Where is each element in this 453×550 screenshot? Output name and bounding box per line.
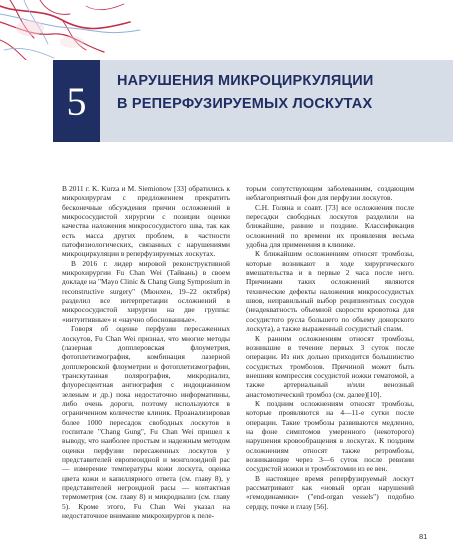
- paragraph: В 2011 г. K. Kurza и M. Siemionow [33] обратились к микрохирургам с предложением прекратить бесконечные обсуждения причин осложнений в микрососудистой хирургии с позиции оценки качества наложения микрососудистого шва, так как есть масса других проблем, в частности патофизиологических, связанных с нарушениями микроциркуляции в реперфузируемых лоскутах.: [62, 184, 230, 259]
- paragraph: К поздним осложнениям относят тромбозы, которые проявляются на 4—11-е сутки после операции. Такие тромбозы развиваются медленно, на фоне симптомов умеренного (некоторого) нарушения кровообращения в лоскутах. К поздним осложнениям относят также ретромбозы, возникающие через 3—6 суток после ревизии сосудистой ножки и тромбэктомии из ее вен.: [246, 398, 414, 474]
- text-column-left: [62, 184, 230, 520]
- paragraph: С.Н. Голяна и соавт. [73] все осложнения после пересадки свободных лоскутов разделили на ближайшие, ранние и поздние. Классификация осложнений по времени их проявления весьма удобна для применения в клинике.: [246, 202, 414, 250]
- chapter-title-line-1: НАРУШЕНИЯ МИКРОЦИРКУЛЯЦИИ: [117, 73, 374, 89]
- page-number: 81: [419, 532, 428, 541]
- paragraph: Говоря об оценке перфузии пересаженных лоскутов, Fu Chan Wei признал, что многие методы (лазерная допплеровская флоуметрия, фотоплетизмография, комбинация лазерной допплеровской флоуметрии и фотоплетизмографии, транскутанная полярография, микродиализ, флуоресцентная ангиография с индоцианином зеленым и др.) пока недостаточно информативны, либо очень дороги, поэтому используются в ограниченном количестве клиник. Проанализировав более 1000 пересадок свободных лоскутов в госпитале "Chang Gung", Fu Chan Wei пришел к выводу, что наиболее простым и надежным методом оценки перфузии пересаженных лоскутов у представителей европеоидной и монголоидной рас — измерение температуры кожи лоскута, оценка цвета кожи и капиллярного ответа (см. главу 8), у представителей негроидной расы — контактная термометрия (см. главу 8) и микродиализ (см. главу 5). Кроме этого, Fu Chan Wei указал на недостаточное внимание микрохирургов к пеле-: [62, 324, 230, 521]
- chapter-number: 5: [53, 60, 100, 142]
- paragraph: В настоящее время реперфузируемый лоскут рассматривают как «новый орган нарушений «гемодинамики» ("end-organ vessels") подобно сердцу, почке и глазу [56].: [246, 473, 414, 511]
- vessel-network-art: [0, 0, 453, 60]
- paragraph: торым сопутствующим заболеваниям, создающим неблагоприятный фон для перфузии лоскутов.: [246, 184, 414, 203]
- paragraph: В 2016 г. лидер мировой реконструктивной микрохирургии Fu Chan Wei (Тайвань) в своем докладе на "Mayo Clinic & Chang Gung Symposium in reconstructive surgery" (Мюнхен, 19–22 октября) разделил все интерпретации осложнений в микрососудистой хирургии на две группы: «интуитивные» и «научно обоснованные».: [62, 258, 230, 324]
- chapter-title: [117, 70, 437, 116]
- vessel-illustration: [0, 0, 453, 60]
- paragraph: К ближайшим осложнениям относят тромбозы, которые возникают в ходе хирургического вмешательства и в первые 2 часа после него. Причинами таких осложнений являются технические дефекты наложения микрососудистых швов, неправильный выбор реципиентных сосудов (неадекватность объемной скорости кровотока для сосудистого русла большего по объему донорского лоскута), а также выраженный сосудистый спазм.: [246, 249, 414, 334]
- chapter-title-line-2: В РЕПЕРФУЗИРУЕМЫХ ЛОСКУТАХ: [117, 96, 373, 112]
- text-column-right: [246, 184, 414, 511]
- paragraph: К ранним осложнениям относят тромбозы, возникшие в течение первых 3 суток после операции. Из них дольно приходится большинство сосудистых тромбозов. Причиной может быть внешняя компрессия сосудистой ножки гематомой, а также артериальный и/или венозный анастомотический тромбоз (см. далее)[10].: [246, 333, 414, 399]
